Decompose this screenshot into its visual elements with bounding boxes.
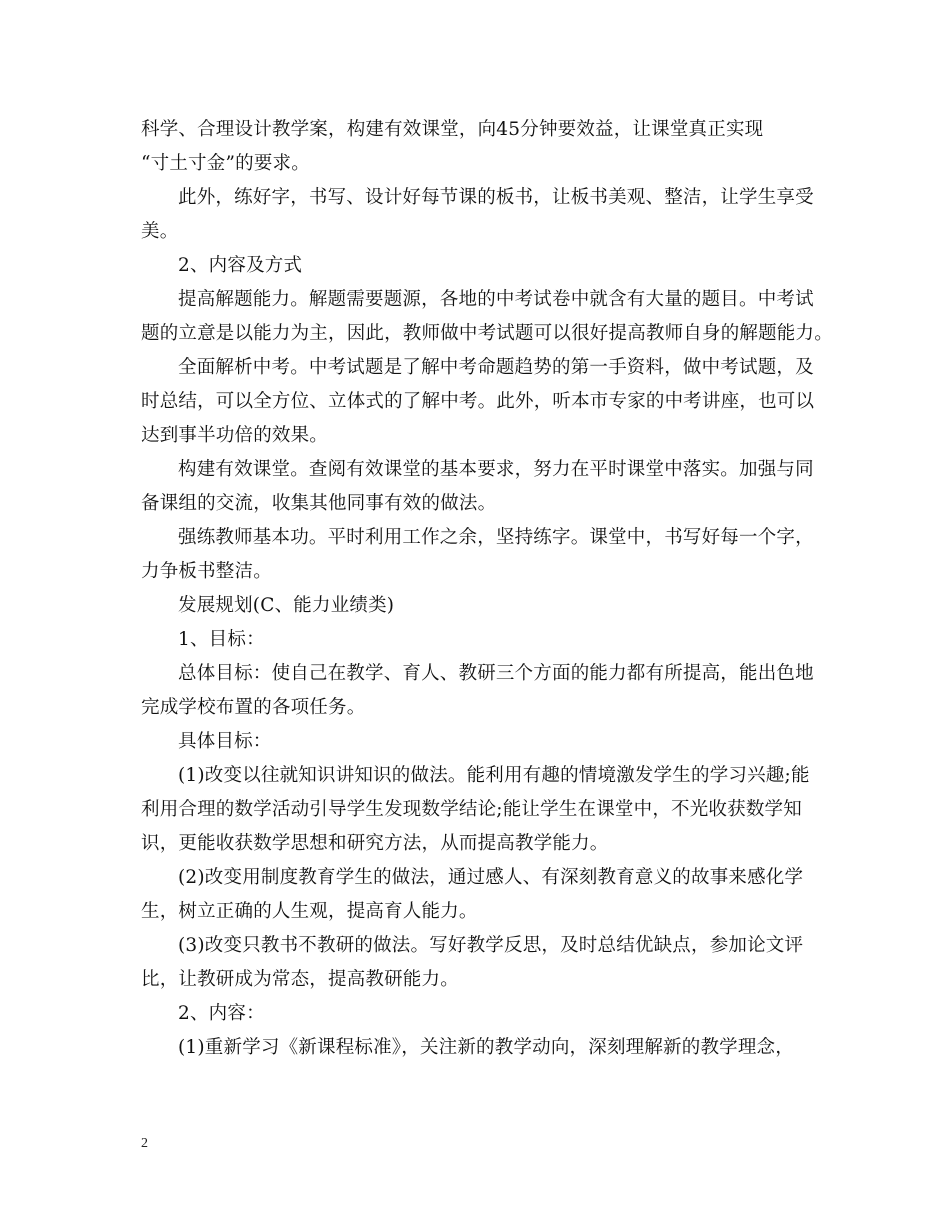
- text-line: 构建有效课堂。查阅有效课堂的基本要求，努力在平时课堂中落实。加强与同: [178, 459, 814, 480]
- text-line: (1)改变以往就知识讲知识的做法。能利用有趣的情境激发学生的学习兴趣;能: [178, 765, 810, 786]
- section-heading: 具体目标：: [178, 731, 272, 752]
- section-heading: 2、内容：: [178, 1003, 265, 1024]
- section-heading: 2、内容及方式: [178, 255, 303, 276]
- text-line: 科学、合理设计教学案，构建有效课堂，向45分钟要效益，让课堂真正实现: [141, 119, 764, 140]
- text-line: 识，更能收获数学思想和研究方法，从而提高教学能力。: [141, 833, 609, 854]
- page-number: 2: [141, 1136, 148, 1151]
- text-line: 利用合理的数学活动引导学生发现数学结论;能让学生在课堂中，不光收获数学知: [141, 799, 802, 820]
- text-line: 比，让教研成为常态，提高教研能力。: [141, 969, 459, 990]
- text-line: (3)改变只教书不教研的做法。写好教学反思，及时总结优缺点，参加论文评: [178, 935, 804, 956]
- section-heading: 发展规划(C、能力业绩类): [178, 595, 395, 616]
- text-line: 时总结，可以全方位、立体式的了解中考。此外，听本市专家的中考讲座，也可以: [141, 391, 815, 412]
- text-line: 力争板书整洁。: [141, 561, 272, 582]
- text-line: (1)重新学习《新课程标准》，关注新的教学动向，深刻理解新的教学理念，: [178, 1037, 794, 1058]
- text-line: 达到事半功倍的效果。: [141, 425, 329, 446]
- text-line: 备课组的交流，收集其他同事有效的做法。: [141, 493, 497, 514]
- text-line: 完成学校布置的各项任务。: [141, 697, 366, 718]
- text-line: “寸土寸金”的要求。: [141, 153, 310, 174]
- text-line: 提高解题能力。解题需要题源，各地的中考试卷中就含有大量的题目。中考试: [178, 289, 814, 310]
- page-body: [141, 113, 833, 1065]
- text-line: 题的立意是以能力为主，因此，教师做中考试题可以很好提高教师自身的解题能力。: [141, 323, 833, 344]
- text-line: 全面解析中考。中考试题是了解中考命题趋势的第一手资料，做中考试题，及: [178, 357, 814, 378]
- text-line: 美。: [141, 221, 179, 242]
- text-line: 强练教师基本功。平时利用工作之余，坚持练字。课堂中，书写好每一个字，: [178, 527, 814, 548]
- text-line: 生，树立正确的人生观，提高育人能力。: [141, 901, 478, 922]
- section-heading: 1、目标：: [178, 629, 265, 650]
- text-line: (2)改变用制度教育学生的做法，通过感人、有深刻教育意义的故事来感化学: [178, 867, 804, 888]
- text-line: 此外，练好字，书写、设计好每节课的板书，让板书美观、整洁，让学生享受: [178, 187, 814, 208]
- text-line: 总体目标：使自己在教学、育人、教研三个方面的能力都有所提高，能出色地: [178, 663, 814, 684]
